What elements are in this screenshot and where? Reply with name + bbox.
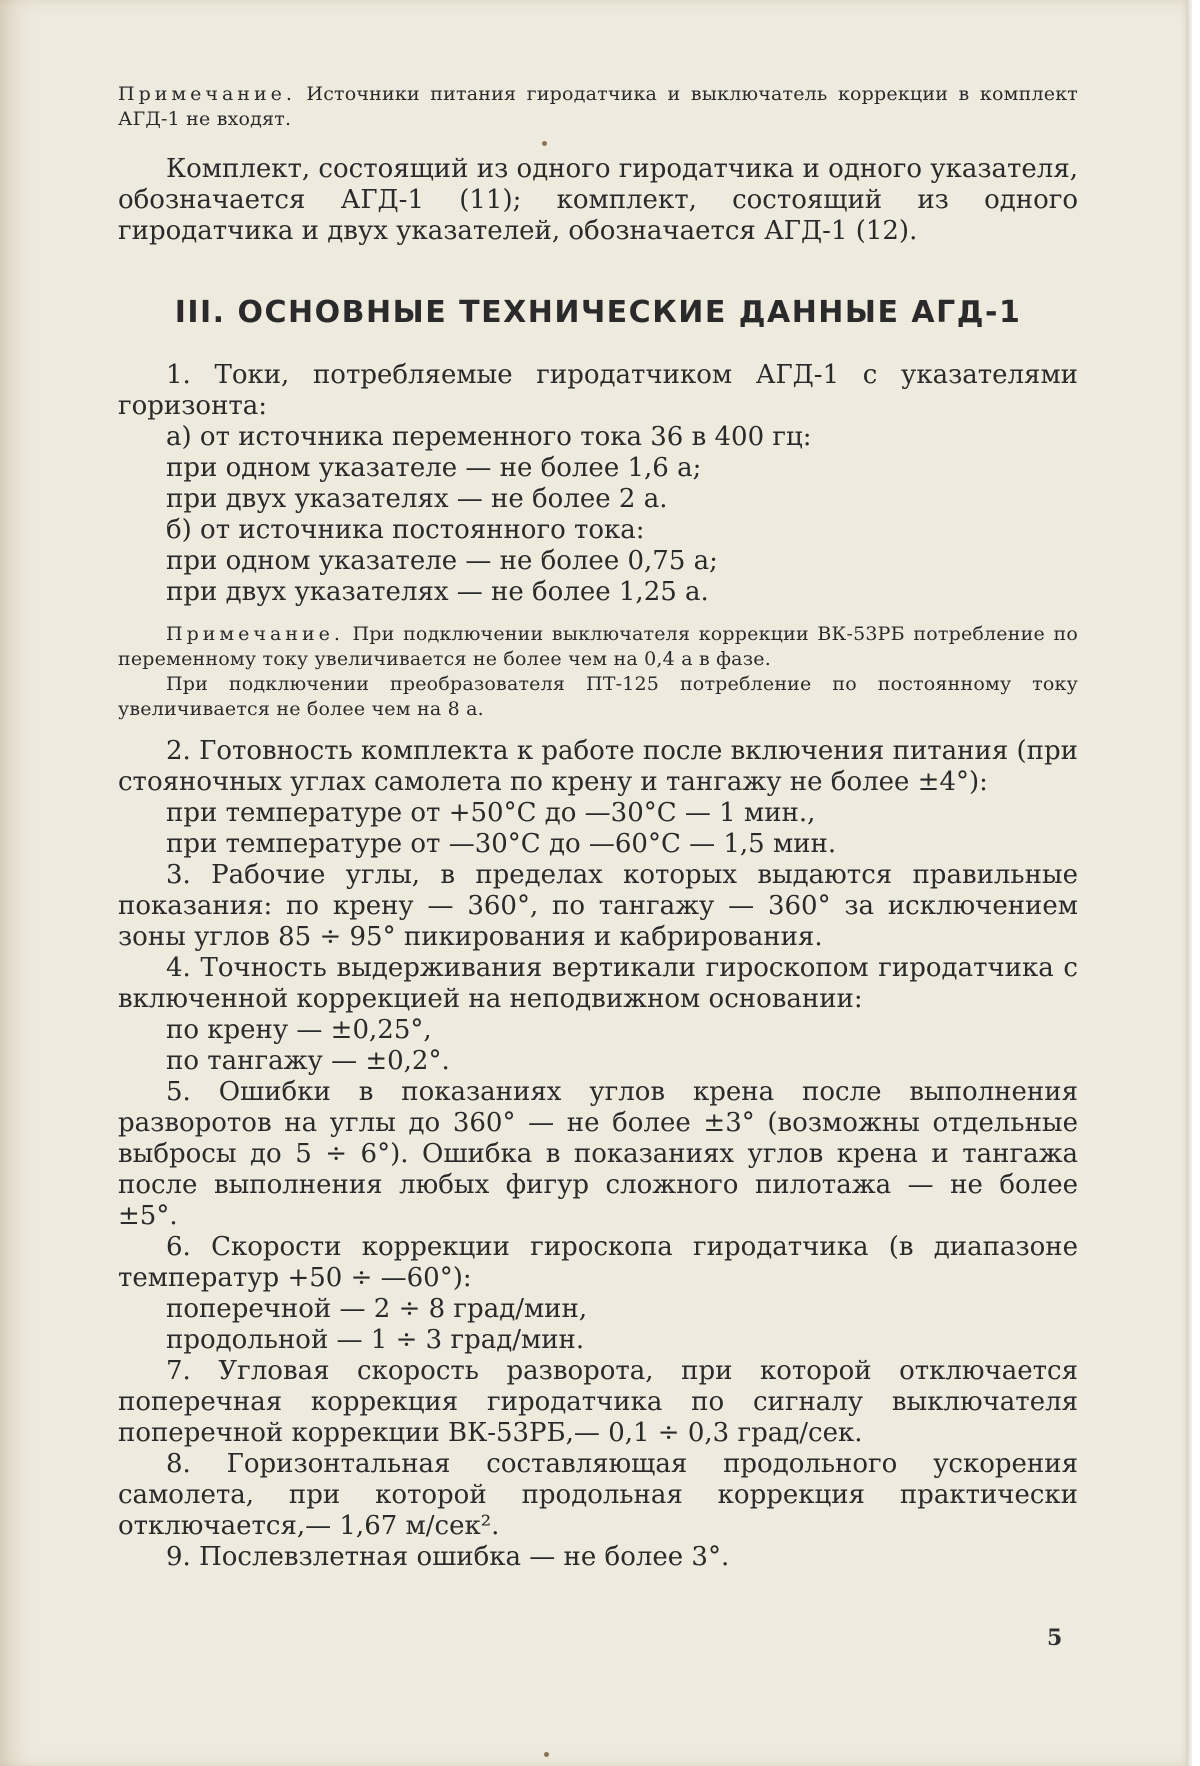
note-label: Примечание. bbox=[118, 83, 296, 105]
item-7-text: 7. Угловая скорость разворота, при которой отключается поперечная коррекция гиродатчика по сигналу выключателя поперечной коррекции ВК-53РБ,— 0,1 ÷ 0,3 град/сек. bbox=[118, 1356, 1078, 1449]
item-4-text: 4. Точность выдерживания вертикали гироскопом гиродатчика с включенной коррекцией на неподвижном основании: bbox=[118, 953, 1078, 1015]
item-1-line: при двух указателях — не более 2 а. bbox=[118, 484, 1078, 515]
page-number: 5 bbox=[1047, 1625, 1062, 1651]
note-label: Примечание. bbox=[166, 623, 344, 645]
note-text: Источники питания гиродатчика и выключатель коррекции в комплект АГД-1 не входят. bbox=[118, 83, 1078, 130]
intro-paragraph: Комплект, состоящий из одного гиродатчика и одного указателя, обозначается АГД-1 (11); комплект, состоящий из одного гиродатчика и двух указателей, обозначается АГД-1 (12). bbox=[118, 154, 1078, 247]
item-1-line: а) от источника переменного тока 36 в 400 гц: bbox=[118, 422, 1078, 453]
page-sheet bbox=[0, 0, 1190, 1766]
item-1-line: б) от источника постоянного тока: bbox=[118, 515, 1078, 546]
item-1-line: при двух указателях — не более 1,25 а. bbox=[118, 577, 1078, 608]
item-2-text: 2. Готовность комплекта к работе после включения питания (при стояночных углах самолета по крену и тангажу не более ±4°): bbox=[118, 736, 1078, 798]
page-content bbox=[118, 82, 1078, 1573]
item-6-line: продольной — 1 ÷ 3 град/мин. bbox=[118, 1325, 1078, 1356]
ink-speck bbox=[544, 1752, 549, 1757]
item-8-text: 8. Горизонтальная составляющая продольного ускорения самолета, при которой продольная коррекция практически отключается,— 1,67 м/сек². bbox=[118, 1449, 1078, 1542]
note-text: При подключении выключателя коррекции ВК-53РБ потребление по переменному току увеличивается не более чем на 0,4 а в фазе. bbox=[118, 623, 1078, 670]
item-3-text: 3. Рабочие углы, в пределах которых выдаются правильные показания: по крену — 360°, по тангажу — 360° за исключением зоны углов 85 ÷ 95° пикирования и кабрирования. bbox=[118, 860, 1078, 953]
item-1-note-second: При подключении преобразователя ПТ-125 потребление по постоянному току увеличивается не более чем на 8 а. bbox=[118, 672, 1078, 722]
item-1-line: при одном указателе — не более 1,6 а; bbox=[118, 453, 1078, 484]
item-4-line: по тангажу — ±0,2°. bbox=[118, 1046, 1078, 1077]
item-9-text: 9. Послевзлетная ошибка — не более 3°. bbox=[118, 1542, 1078, 1573]
item-5-text: 5. Ошибки в показаниях углов крена после выполнения разворотов на углы до 360° — не более ±3° (возможны отдельные выбросы до 5 ÷ 6°). Ошибка в показаниях углов крена и тангажа после выполнения любых фигур сложного пилотажа — не более ±5°. bbox=[118, 1077, 1078, 1232]
item-1-line: при одном указателе — не более 0,75 а; bbox=[118, 546, 1078, 577]
intro-note bbox=[118, 82, 1078, 132]
item-2-line: при температуре от —30°С до —60°С — 1,5 мин. bbox=[118, 829, 1078, 860]
item-6-text: 6. Скорости коррекции гироскопа гиродатчика (в диапазоне температур +50 ÷ —60°): bbox=[118, 1232, 1078, 1294]
item-4-line: по крену — ±0,25°, bbox=[118, 1015, 1078, 1046]
item-2-line: при температуре от +50°С до —30°С — 1 мин., bbox=[118, 798, 1078, 829]
item-1-note bbox=[118, 622, 1078, 672]
item-6-line: поперечной — 2 ÷ 8 град/мин, bbox=[118, 1294, 1078, 1325]
section-title: III. ОСНОВНЫЕ ТЕХНИЧЕСКИЕ ДАННЫЕ АГД-1 bbox=[118, 295, 1078, 330]
item-1-text: 1. Токи, потребляемые гиродатчиком АГД-1 с указателями горизонта: bbox=[118, 360, 1078, 422]
